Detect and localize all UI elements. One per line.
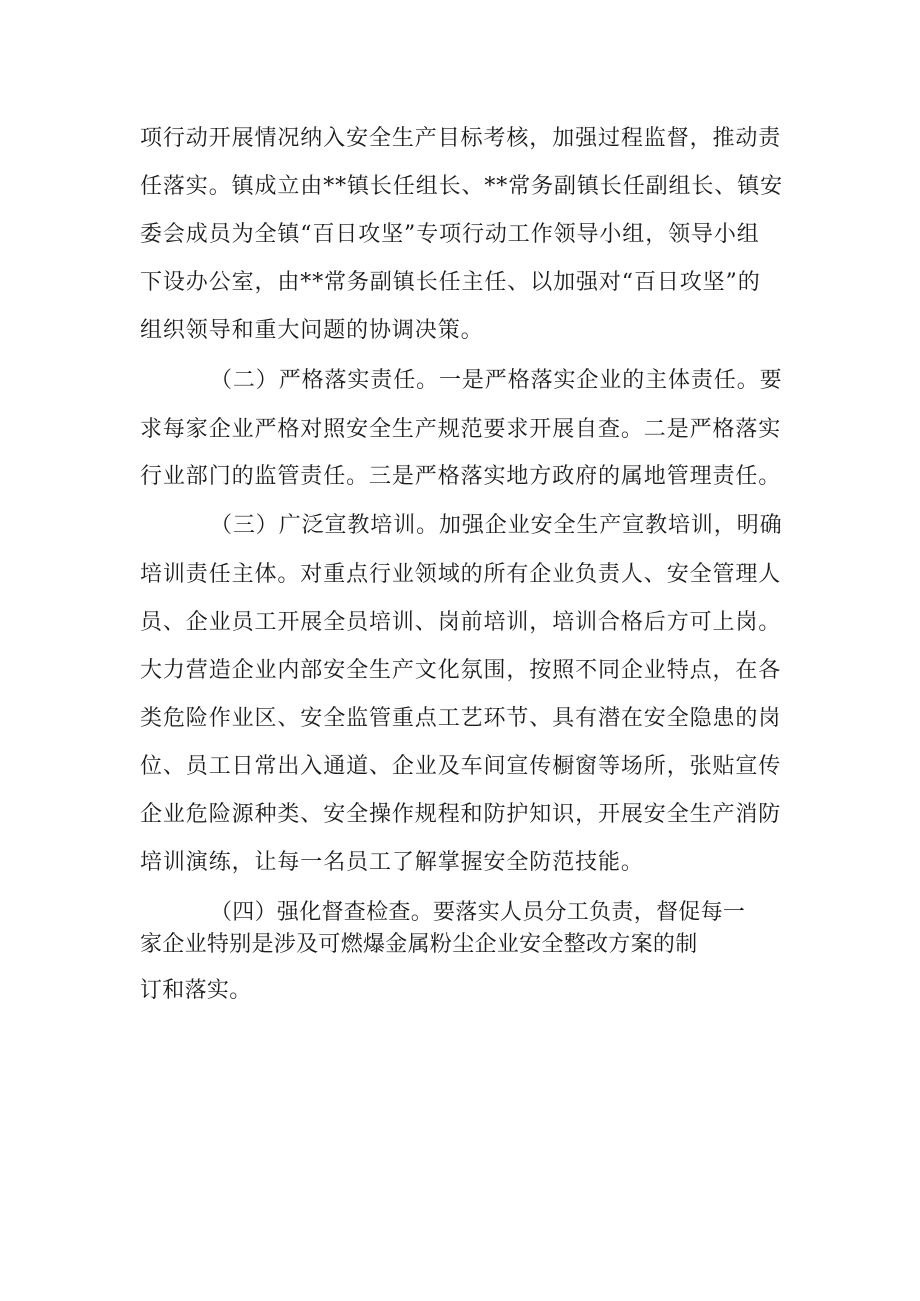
paragraph-line: 类危险作业区、安全监管重点工艺环节、具有潜在安全隐患的岗 xyxy=(140,706,782,731)
paragraph-line: 任落实。镇成立由**镇长任组长、**常务副镇长任副组长、镇安 xyxy=(140,174,784,199)
paragraph-line: 员、企业员工开展全员培训、岗前培训，培训合格后方可上岗。 xyxy=(140,610,782,635)
paragraph-line: 行业部门的监管责任。三是严格落实地方政府的属地管理责任。 xyxy=(140,464,782,489)
section-heading-line: （二）严格落实责任。一是严格落实企业的主体责任。要 xyxy=(210,368,783,393)
paragraph-line: 求每家企业严格对照安全生产规范要求开展自查。二是严格落实 xyxy=(140,417,782,442)
paragraph-line: 企业危险源种类、安全操作规程和防护知识，开展安全生产消防 xyxy=(140,802,782,827)
paragraph-line: 下设办公室，由**常务副镇长任主任、以加强对“百日攻坚”的 xyxy=(140,270,761,295)
paragraph-line: 大力营造企业内部安全生产文化氛围，按照不同企业特点，在各 xyxy=(140,658,782,683)
paragraph-line: 组织领导和重大问题的协调决策。 xyxy=(140,318,484,343)
paragraph-line: 项行动开展情况纳入安全生产目标考核，加强过程监督，推动责 xyxy=(140,126,782,151)
paragraph-line: 位、员工日常出入通道、企业及车间宣传橱窗等场所，张贴宣传 xyxy=(140,754,782,779)
paragraph-line: 订和落实。 xyxy=(140,978,252,1003)
paragraph-line: 培训责任主体。对重点行业领域的所有企业负责人、安全管理人 xyxy=(140,562,782,587)
paragraph-line: 家企业特别是涉及可燃爆金属粉尘企业安全整改方案的制 xyxy=(140,932,698,957)
section-heading-line: （三）广泛宣教培训。加强企业安全生产宣教培训，明确 xyxy=(210,513,783,538)
section-heading-line: （四）强化督查检查。要落实人员分工负责，督促每一 xyxy=(210,900,746,925)
paragraph-line: 委会成员为全镇“百日攻坚”专项行动工作领导小组，领导小组 xyxy=(140,222,760,247)
paragraph-line: 培训演练，让每一名员工了解掌握安全防范技能。 xyxy=(140,850,644,875)
